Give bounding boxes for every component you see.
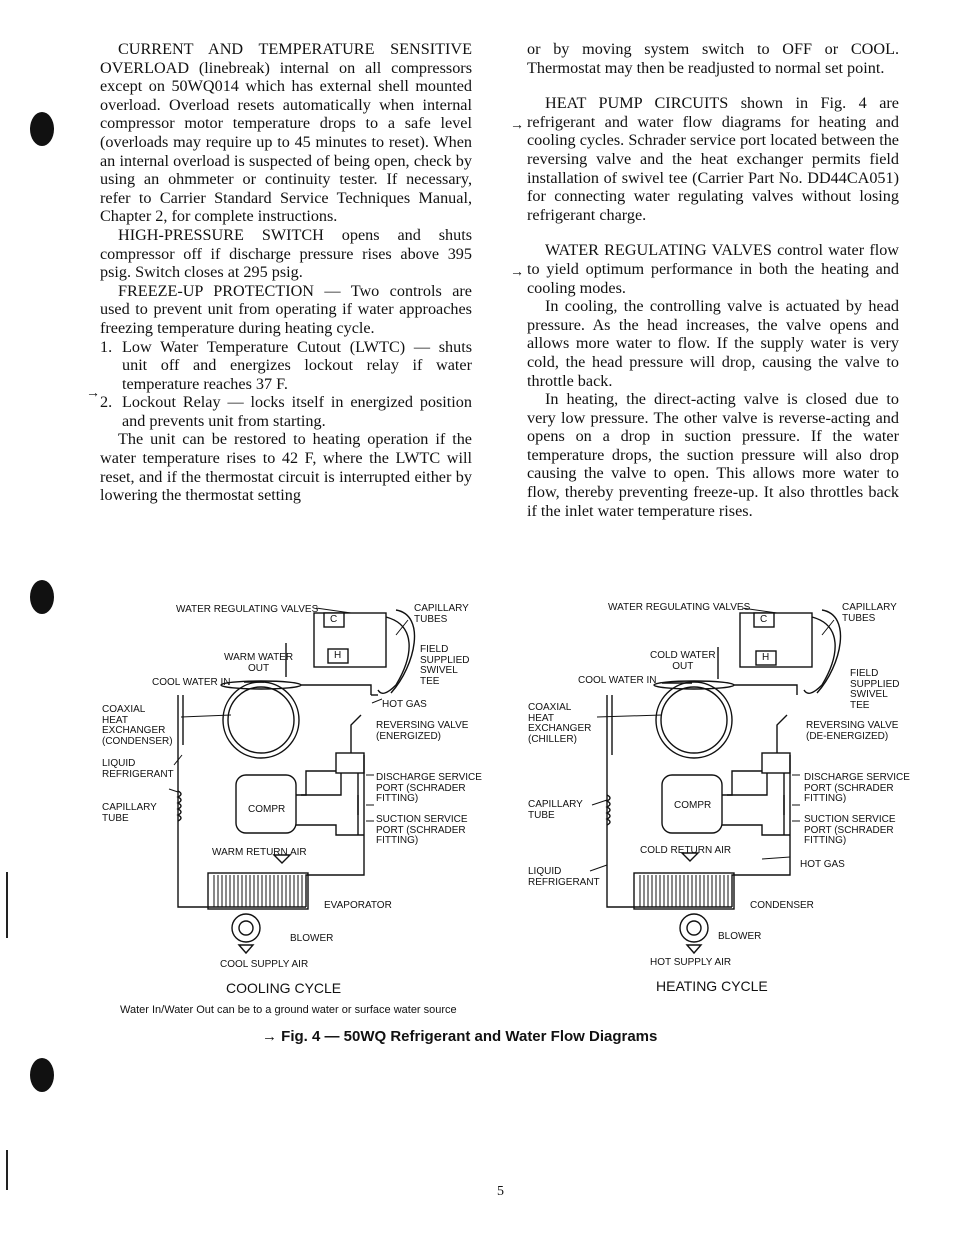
evaporator-fins — [214, 875, 302, 907]
margin-mark-bottom — [6, 1150, 8, 1190]
capillary-tube-curve — [378, 617, 409, 693]
cool-water-in-label: COOL WATER IN — [578, 675, 657, 686]
cooling-cycle-title: COOLING CYCLE — [226, 980, 342, 996]
supply-air-label: HOT SUPPLY AIR — [650, 957, 732, 968]
list-text: Low Water Temperature Cutout (LWTC) — shuts unit off and energizes lockout relay if water temperature reaches 37 F. — [122, 337, 472, 393]
margin-mark — [6, 872, 8, 938]
suction-service-port-label: SUCTION SERVICE PORT (SCHRADER FITTING) — [804, 814, 896, 846]
cooling-cycle-diagram — [96, 595, 506, 975]
blower-label: BLOWER — [718, 931, 762, 942]
valve-h-label: H — [334, 650, 342, 661]
supply-air-label: COOL SUPPLY AIR — [220, 959, 309, 970]
discharge-service-port-label: DISCHARGE SERVICE PORT (SCHRADER FITTING) — [376, 772, 482, 804]
heating-cycle-title: HEATING CYCLE — [656, 978, 768, 994]
cold-water-out-label: COLD WATER OUT — [650, 650, 716, 672]
restore-operation-paragraph: The unit can be restored to heating operation if the water temperature rises to 42 F, where the LWTC will reset, and if the thermostat circuit is interrupted either by lowering the thermostat setting — [100, 430, 472, 505]
blower-fan — [680, 914, 708, 942]
overload-paragraph: CURRENT AND TEMPERATURE SENSITIVE OVERLOAD (linebreak) internal on all compressors except on 50WQ014 which has external shell mounted overload. Overload resets automatically when internal compressor motor temperature drops to a safe level (overloads may require up to 45 minutes to reset). When an internal overload is suspected of being open, check by using an ohmmeter or continuity tester. If necessary, refer to Carrier Standard Service Techniques Manual, Chapter 2, for complete instructions. — [100, 40, 472, 226]
return-air-label: WARM RETURN AIR — [212, 847, 307, 858]
suction-service-port-label: SUCTION SERVICE PORT (SCHRADER FITTING) — [376, 814, 468, 846]
compressor-label: COMPR — [248, 804, 286, 815]
list-number: 1. — [100, 337, 113, 356]
right-text-column — [527, 40, 899, 520]
thermostat-paragraph: or by moving system switch to OFF or COOL. Thermostat may then be readjusted to normal set point. — [527, 40, 899, 77]
water-regulating-valves-paragraph: WATER REGULATING VALVES control water flow to yield optimum performance in both the heating and cooling modes. — [527, 241, 899, 297]
heat-exchanger-coil — [656, 682, 732, 758]
capillary-tube-label: CAPILLARY TUBE — [528, 799, 583, 821]
field-supplied-swivel-tee-label: FIELD SUPPLIED SWIVEL TEE — [850, 668, 900, 711]
punch-hole-middle — [30, 580, 54, 614]
cool-water-in-label: COOL WATER IN — [152, 677, 231, 688]
hot-gas-label: HOT GAS — [382, 699, 427, 710]
capillary-tubes-label: CAPILLARY TUBES — [842, 602, 897, 624]
heating-valve-paragraph: In heating, the direct-acting valve is closed due to very low pressure. The other valve is reverse-acting and opens on a drop in suction pressure. If the water temperature drops, the suction pressure will also drop causing the valve to open. This allows more water to flow, thereby preventing freeze-up. It also throttles back if the inlet water temperature rises. — [527, 390, 899, 520]
blower-label: BLOWER — [290, 933, 334, 944]
blower-fan — [232, 914, 260, 942]
heating-cycle-diagram — [522, 595, 932, 975]
high-pressure-switch-paragraph: HIGH-PRESSURE SWITCH opens and shuts compressor off if discharge pressure rises above 395 psig. Switch closes at 295 psig. — [100, 225, 472, 282]
liquid-refrigerant-label: LIQUID REFRIGERANT — [102, 758, 174, 780]
hot-gas-label: HOT GAS — [800, 859, 845, 870]
reversing-valve-label: REVERSING VALVE (DE-ENERGIZED) — [806, 720, 899, 742]
return-air-label: COLD RETURN AIR — [640, 845, 732, 856]
capillary-tube-label: CAPILLARY TUBE — [102, 802, 157, 824]
water-regulating-valves-label: WATER REGULATING VALVES — [608, 602, 751, 613]
leader-lines — [169, 608, 408, 821]
leader-lines — [590, 608, 834, 871]
figure-caption: → Fig. 4 — 50WQ Refrigerant and Water Flow Diagrams — [262, 1028, 658, 1045]
compressor-label: COMPR — [674, 800, 712, 811]
capillary-tubes-label: CAPILLARY TUBES — [414, 603, 469, 625]
list-text: Lockout Relay — locks itself in energized position and prevents unit from starting. — [122, 393, 472, 430]
warm-water-out-label: WARM WATER OUT — [224, 652, 294, 674]
discharge-service-port-label: DISCHARGE SERVICE PORT (SCHRADER FITTING) — [804, 772, 910, 804]
figure-note: Water In/Water Out can be to a ground water or surface water source — [120, 1004, 457, 1016]
heat-pump-circuits-paragraph: HEAT PUMP CIRCUITS shown in Fig. 4 are refrigerant and water flow diagrams for heating and cooling cycles. Schrader service port located between the reversing valve and the heat exchanger permits field installation of swivel tee (Carrier Part No. DD44CA051) for connecting water regulating valves without losing refrigerant charge. — [527, 94, 899, 224]
condenser-fins — [640, 875, 728, 907]
reversing-valve — [336, 753, 364, 773]
refrigerant-loop — [607, 695, 732, 907]
punch-hole-bottom — [30, 1058, 54, 1092]
freeze-up-protection-paragraph: FREEZE-UP PROTECTION — Two controls are used to prevent unit from operating if water approaches freezing temperature during heating cycle. — [100, 281, 472, 337]
capillary-tube-curve-2 — [391, 610, 415, 693]
revision-arrow: → — [86, 386, 100, 401]
list-number: 2. — [100, 393, 113, 412]
heat-exchanger-coil — [223, 682, 299, 758]
cooling-valve-paragraph: In cooling, the controlling valve is actuated by head pressure. As the head increases, the valve opens and allows more water to flow. If the supply water is very cold, the head pressure will drop, causing the valve to throttle back. — [527, 297, 899, 390]
list-item-lockout-relay — [100, 393, 472, 430]
valve-c-label: C — [760, 614, 768, 625]
list-item-lwtc — [100, 338, 472, 394]
valve-h-label: H — [762, 652, 770, 663]
reversing-valve — [762, 753, 790, 773]
page-number: 5 — [497, 1184, 504, 1199]
reversing-valve-label: REVERSING VALVE (ENERGIZED) — [376, 720, 469, 742]
capillary-tube-curve — [804, 617, 835, 693]
water-regulating-valves-label: WATER REGULATING VALVES — [176, 604, 319, 615]
punch-hole-top — [30, 112, 54, 146]
valve-c-label: C — [330, 614, 338, 625]
liquid-refrigerant-label: LIQUID REFRIGERANT — [528, 866, 600, 888]
evaporator-label: EVAPORATOR — [324, 900, 392, 911]
coaxial-heat-exchanger-label: COAXIAL HEAT EXCHANGER (CHILLER) — [528, 702, 592, 745]
revision-arrow: → — [510, 118, 524, 133]
capillary-tube-curve-2 — [817, 610, 841, 693]
revision-arrow: → — [510, 265, 524, 280]
field-supplied-swivel-tee-label: FIELD SUPPLIED SWIVEL TEE — [420, 644, 470, 687]
left-text-column — [100, 40, 472, 505]
coaxial-heat-exchanger-label: COAXIAL HEAT EXCHANGER (CONDENSER) — [102, 704, 173, 747]
condenser-label: CONDENSER — [750, 900, 814, 911]
